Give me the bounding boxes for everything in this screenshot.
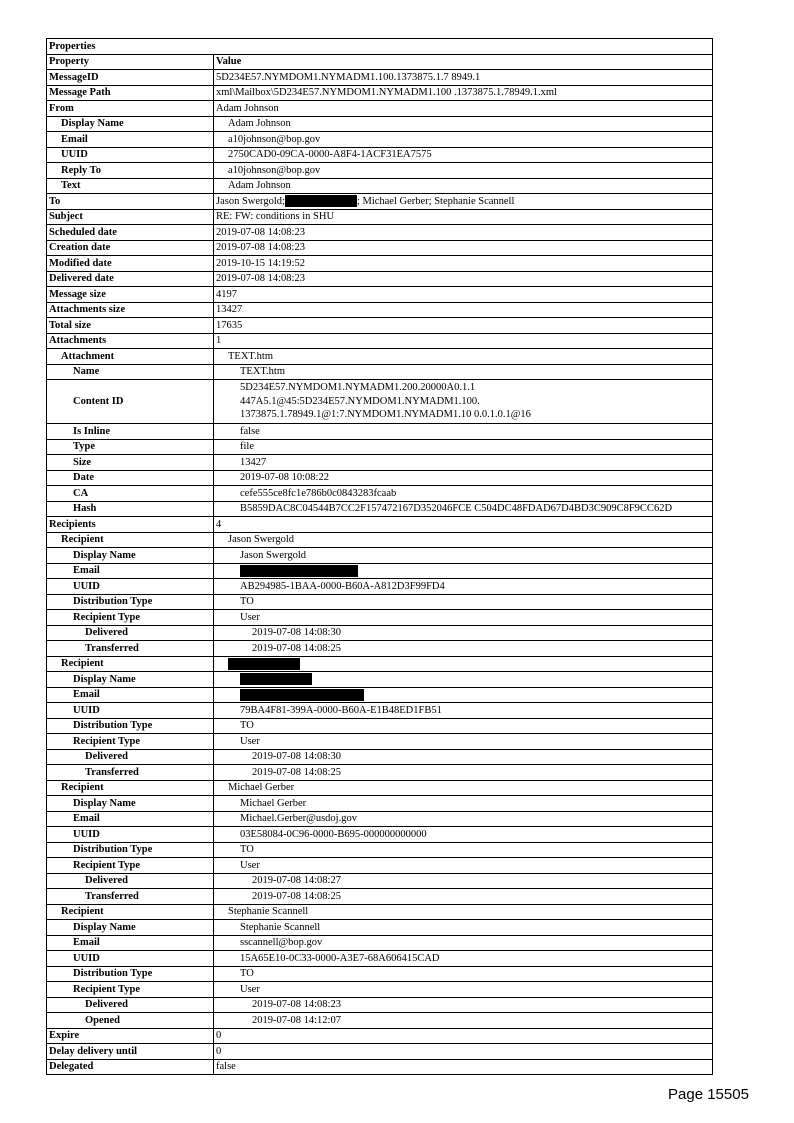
property-value xyxy=(214,548,713,564)
table-row xyxy=(47,470,713,486)
property-name: Text xyxy=(47,178,214,194)
table-row xyxy=(47,163,713,179)
property-name: From xyxy=(47,101,214,117)
table-row xyxy=(47,672,713,688)
value-text: Adam Johnson xyxy=(228,118,291,129)
table-row xyxy=(47,486,713,502)
table-row xyxy=(47,1044,713,1060)
table-row xyxy=(47,116,713,132)
property-value xyxy=(214,703,713,719)
property-value xyxy=(214,302,713,318)
property-name: Transferred xyxy=(47,765,214,781)
property-value xyxy=(214,904,713,920)
property-value xyxy=(214,734,713,750)
property-name: Email xyxy=(47,687,214,703)
value-text: 2019-07-08 10:08:22 xyxy=(240,472,329,483)
table-row xyxy=(47,132,713,148)
value-text: 0 xyxy=(216,1045,222,1057)
redaction-block xyxy=(285,195,357,207)
property-name: MessageID xyxy=(47,70,214,86)
property-name: Creation date xyxy=(47,240,214,256)
property-name: Transferred xyxy=(47,641,214,657)
table-row xyxy=(47,333,713,349)
table-row xyxy=(47,349,713,365)
properties-table xyxy=(46,38,713,1075)
property-name: Total size xyxy=(47,318,214,334)
table-row xyxy=(47,256,713,272)
value-text: 5D234E57.NYMDOM1.NYMADM1.200.20000A0.1.1 447A5.1@45:5D234E57.NYMDOM1.NYMADM1.100. 1373875.1.78949.1@1:7.NYMDOM1.NYMADM1.10 0.0.1.0.1@16 xyxy=(240,382,531,421)
property-value xyxy=(214,1013,713,1029)
property-value xyxy=(214,132,713,148)
value-text: 13427 xyxy=(240,456,267,468)
value-text: 4 xyxy=(216,518,222,530)
property-name: Recipient xyxy=(47,780,214,796)
property-name: Recipient Type xyxy=(47,734,214,750)
table-row xyxy=(47,240,713,256)
property-value xyxy=(214,517,713,533)
property-value xyxy=(214,672,713,688)
value-text: 2019-07-08 14:08:23 xyxy=(216,273,305,284)
property-value xyxy=(214,610,713,626)
value-text: 2019-07-08 14:08:27 xyxy=(252,875,341,886)
property-value xyxy=(214,455,713,471)
redaction-block xyxy=(240,565,358,577)
table-row xyxy=(47,178,713,194)
property-name: Attachments size xyxy=(47,302,214,318)
property-name: Type xyxy=(47,439,214,455)
value-text: User xyxy=(240,859,260,871)
property-value xyxy=(214,842,713,858)
property-value xyxy=(214,935,713,951)
property-value xyxy=(214,1044,713,1060)
value-text: 2019-07-08 14:08:23 xyxy=(216,242,305,253)
property-value xyxy=(214,920,713,936)
property-name: Distribution Type xyxy=(47,594,214,610)
property-value xyxy=(214,827,713,843)
value-text: 0 xyxy=(216,1030,222,1041)
table-row xyxy=(47,455,713,471)
table-row xyxy=(47,194,713,210)
value-text: TO xyxy=(240,720,254,731)
property-name: Display Name xyxy=(47,920,214,936)
property-value xyxy=(214,470,713,486)
table-row xyxy=(47,209,713,225)
property-value xyxy=(214,194,713,210)
value-text: Stephanie Scannell xyxy=(228,906,309,917)
property-value xyxy=(214,997,713,1013)
value-text: cefe555ce8fc1e786b0c0843283fcaab xyxy=(240,487,397,499)
property-name: UUID xyxy=(47,147,214,163)
value-text: TO xyxy=(240,968,254,979)
property-name: Delivered xyxy=(47,749,214,765)
property-name: Modified date xyxy=(47,256,214,272)
property-name: Recipient Type xyxy=(47,982,214,998)
property-value xyxy=(214,982,713,998)
property-name: Date xyxy=(47,470,214,486)
value-text: xml\Mailbox\5D234E57.NYMDOM1.NYMADM1.100 .1373875.1.78949.1.xml xyxy=(216,87,557,98)
value-text: Adam Johnson xyxy=(216,102,279,114)
table-row xyxy=(47,147,713,163)
property-value xyxy=(214,780,713,796)
property-name: UUID xyxy=(47,951,214,967)
property-value xyxy=(214,563,713,579)
property-value xyxy=(214,501,713,517)
property-value xyxy=(214,641,713,657)
table-row xyxy=(47,827,713,843)
table-row xyxy=(47,966,713,982)
property-value xyxy=(214,424,713,440)
value-text: Adam Johnson xyxy=(228,180,291,191)
table-row xyxy=(47,101,713,117)
property-value xyxy=(214,70,713,86)
property-name: Email xyxy=(47,935,214,951)
property-name: Email xyxy=(47,563,214,579)
value-text: Michael Gerber xyxy=(240,797,307,809)
property-value xyxy=(214,966,713,982)
table-row xyxy=(47,811,713,827)
property-value xyxy=(214,256,713,272)
table-row xyxy=(47,904,713,920)
property-name: Hash xyxy=(47,501,214,517)
table-row xyxy=(47,594,713,610)
property-name: Delegated xyxy=(47,1059,214,1075)
property-name: UUID xyxy=(47,827,214,843)
value-text: sscannell@bop.gov xyxy=(240,937,323,948)
property-value xyxy=(214,656,713,672)
value-text: 2019-07-08 14:08:23 xyxy=(216,226,305,238)
property-value xyxy=(214,811,713,827)
property-value xyxy=(214,439,713,455)
table-row xyxy=(47,765,713,781)
value-text: 17635 xyxy=(216,319,243,331)
value-text: 2019-07-08 14:08:30 xyxy=(252,627,341,638)
value-text: a10johnson@bop.gov xyxy=(228,133,321,145)
property-value xyxy=(214,85,713,101)
value-text: 13427 xyxy=(216,304,243,315)
value-text: 03E58084-0C96-0000-B695-000000000000 xyxy=(240,828,427,840)
value-text: B5859DAC8C04544B7CC2F157472167D352046FCE C504DC48FDAD67D4BD3C909C8F9CC62D xyxy=(240,503,673,514)
value-text: file xyxy=(240,441,254,452)
property-name: Delivered xyxy=(47,625,214,641)
table-row xyxy=(47,1013,713,1029)
value-text: 1 xyxy=(216,335,222,346)
property-name: Subject xyxy=(47,209,214,225)
table-row xyxy=(47,935,713,951)
table-row xyxy=(47,734,713,750)
value-text: 5D234E57.NYMDOM1.NYMADM1.100.1373875.1.7 8949.1 xyxy=(216,71,481,83)
property-value xyxy=(214,951,713,967)
property-name: Message Path xyxy=(47,85,214,101)
property-value xyxy=(214,858,713,874)
table-row xyxy=(47,424,713,440)
value-text: 2019-07-08 14:08:25 xyxy=(252,890,341,902)
value-text: false xyxy=(216,1061,236,1072)
table-row xyxy=(47,271,713,287)
property-name: Display Name xyxy=(47,672,214,688)
value-text: false xyxy=(240,425,260,437)
property-name: Distribution Type xyxy=(47,966,214,982)
property-value xyxy=(214,380,713,424)
value-text: RE: FW: conditions in SHU xyxy=(216,211,335,222)
property-name: Recipient xyxy=(47,904,214,920)
property-value xyxy=(214,1028,713,1044)
property-value xyxy=(214,364,713,380)
table-row xyxy=(47,858,713,874)
value-text: 2019-07-08 14:12:07 xyxy=(252,1014,341,1026)
property-name: Reply To xyxy=(47,163,214,179)
value-text: AB294985-1BAA-0000-B60A-A812D3F99FD4 xyxy=(240,580,445,592)
property-name: Attachment xyxy=(47,349,214,365)
value-text: Stephanie Scannell xyxy=(240,921,321,933)
value-text: TO xyxy=(240,844,254,855)
property-name: Scheduled date xyxy=(47,225,214,241)
table-row xyxy=(47,380,713,424)
property-name: Name xyxy=(47,364,214,380)
table-row xyxy=(47,920,713,936)
table-row xyxy=(47,982,713,998)
table-row xyxy=(47,225,713,241)
property-name: Recipient Type xyxy=(47,610,214,626)
value-text: 2019-07-08 14:08:25 xyxy=(252,642,341,654)
table-row xyxy=(47,656,713,672)
value-text: TO xyxy=(240,596,254,607)
property-name: Display Name xyxy=(47,548,214,564)
value-text: 15A65E10-0C33-0000-A3E7-68A606415CAD xyxy=(240,952,440,964)
value-text: User xyxy=(240,611,260,623)
property-value xyxy=(214,796,713,812)
value-text: 2019-07-08 14:08:25 xyxy=(252,766,341,778)
property-name: Is Inline xyxy=(47,424,214,440)
value-text: Jason Swergold; xyxy=(216,195,285,207)
table-row xyxy=(47,1059,713,1075)
value-text: 4197 xyxy=(216,288,237,300)
value-text: Jason Swergold xyxy=(240,549,307,561)
table-title: Properties xyxy=(47,39,713,55)
property-value xyxy=(214,178,713,194)
property-name: Display Name xyxy=(47,796,214,812)
property-name: Display Name xyxy=(47,116,214,132)
property-name: Email xyxy=(47,132,214,148)
table-title-row xyxy=(47,39,713,55)
value-text: TEXT.htm xyxy=(240,366,286,377)
value-text: 79BA4F81-399A-0000-B60A-E1B48ED1FB51 xyxy=(240,704,442,716)
property-name: Distribution Type xyxy=(47,718,214,734)
property-value xyxy=(214,333,713,349)
property-name: Size xyxy=(47,455,214,471)
property-value xyxy=(214,594,713,610)
property-name: Content ID xyxy=(47,380,214,424)
property-value xyxy=(214,318,713,334)
value-text: User xyxy=(240,735,260,747)
value-text: 2019-10-15 14:19:52 xyxy=(216,257,305,269)
table-row xyxy=(47,579,713,595)
property-name: Opened xyxy=(47,1013,214,1029)
value-text: Michael.Gerber@usdoj.gov xyxy=(240,813,357,824)
table-row xyxy=(47,302,713,318)
value-text: a10johnson@bop.gov xyxy=(228,164,321,176)
table-row xyxy=(47,287,713,303)
property-name: Recipients xyxy=(47,517,214,533)
property-name: Recipient Type xyxy=(47,858,214,874)
table-row xyxy=(47,749,713,765)
value-text: TEXT.htm xyxy=(228,350,274,362)
property-name: Message size xyxy=(47,287,214,303)
property-value xyxy=(214,209,713,225)
property-value xyxy=(214,889,713,905)
table-row xyxy=(47,1028,713,1044)
property-name: UUID xyxy=(47,579,214,595)
property-name: CA xyxy=(47,486,214,502)
property-value xyxy=(214,349,713,365)
property-value xyxy=(214,687,713,703)
property-name: Delivered date xyxy=(47,271,214,287)
redaction-block xyxy=(240,673,312,685)
property-value xyxy=(214,147,713,163)
table-row xyxy=(47,873,713,889)
header-value: Value xyxy=(214,54,713,70)
property-value xyxy=(214,579,713,595)
table-row xyxy=(47,364,713,380)
value-text: Jason Swergold xyxy=(228,534,295,545)
table-row xyxy=(47,780,713,796)
table-row xyxy=(47,718,713,734)
table-row xyxy=(47,318,713,334)
table-row xyxy=(47,951,713,967)
table-row xyxy=(47,85,713,101)
property-name: Recipient xyxy=(47,532,214,548)
property-name: Delivered xyxy=(47,873,214,889)
value-text: 2019-07-08 14:08:23 xyxy=(252,999,341,1010)
property-value xyxy=(214,1059,713,1075)
table-row xyxy=(47,517,713,533)
page-number: Page 15505 xyxy=(668,1086,749,1103)
header-property: Property xyxy=(47,54,214,70)
property-value xyxy=(214,486,713,502)
property-value xyxy=(214,116,713,132)
property-name: Delivered xyxy=(47,997,214,1013)
table-row xyxy=(47,687,713,703)
table-row xyxy=(47,889,713,905)
property-name: Transferred xyxy=(47,889,214,905)
table-header-row xyxy=(47,54,713,70)
property-value xyxy=(214,163,713,179)
property-value xyxy=(214,225,713,241)
property-value xyxy=(214,718,713,734)
value-text: 2750CAD0-09CA-0000-A8F4-1ACF31EA7575 xyxy=(228,149,432,160)
table-row xyxy=(47,532,713,548)
property-value xyxy=(214,625,713,641)
table-row xyxy=(47,610,713,626)
value-text: 2019-07-08 14:08:30 xyxy=(252,751,341,762)
table-row xyxy=(47,703,713,719)
property-value xyxy=(214,765,713,781)
table-row xyxy=(47,625,713,641)
table-row xyxy=(47,796,713,812)
table-row xyxy=(47,842,713,858)
table-row xyxy=(47,997,713,1013)
property-value xyxy=(214,873,713,889)
table-row xyxy=(47,439,713,455)
value-text: User xyxy=(240,983,260,995)
property-value xyxy=(214,532,713,548)
property-name: Delay delivery until xyxy=(47,1044,214,1060)
property-name: Email xyxy=(47,811,214,827)
property-value xyxy=(214,240,713,256)
property-value xyxy=(214,101,713,117)
redaction-block xyxy=(240,689,364,701)
table-row xyxy=(47,563,713,579)
property-name: To xyxy=(47,194,214,210)
table-row xyxy=(47,548,713,564)
property-name: Expire xyxy=(47,1028,214,1044)
redaction-block xyxy=(228,658,300,670)
table-row xyxy=(47,641,713,657)
property-name: Attachments xyxy=(47,333,214,349)
property-name: Distribution Type xyxy=(47,842,214,858)
property-name: Recipient xyxy=(47,656,214,672)
property-value xyxy=(214,271,713,287)
property-value xyxy=(214,287,713,303)
property-value xyxy=(214,749,713,765)
value-text: Michael Gerber xyxy=(228,782,295,793)
property-name: UUID xyxy=(47,703,214,719)
table-row xyxy=(47,501,713,517)
value-text-continued: ; Michael Gerber; Stephanie Scannell xyxy=(356,195,515,207)
table-row xyxy=(47,70,713,86)
